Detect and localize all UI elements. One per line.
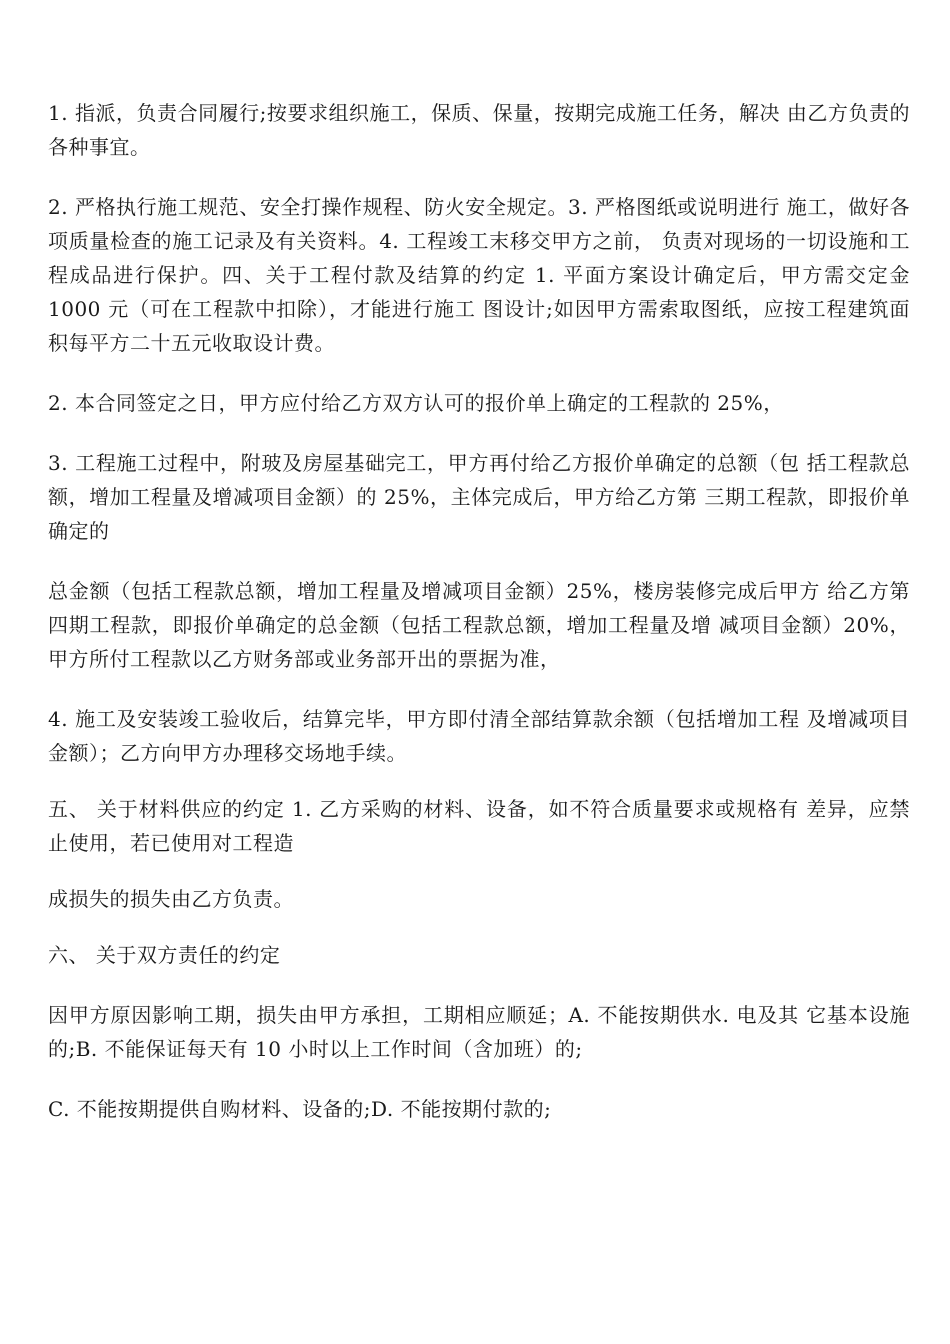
paragraph-second-payment: 3. 工程施工过程中，附玻及房屋基础完工，甲方再付给乙方报价单确定的总额（包 括工程款总额，增加工程量及增减项目金额）的 25%，主体完成后，甲方给乙方第 三期工程款，即报价单确定的	[48, 451, 910, 543]
document-page	[48, 96, 910, 1126]
paragraph-contractor-duties: 1. 指派，负责合同履行;按要求组织施工，保质、保量，按期完成施工任务，解决 由乙方负责的各种事宜。	[48, 101, 910, 159]
paragraph-materials-supply: 五、 关于材料供应的约定 1. 乙方采购的材料、设备，如不符合质量要求或规格有 差异，应禁止使用，若已使用对工程造	[48, 797, 910, 855]
paragraph-final-settlement: 4. 施工及安装竣工验收后，结算完毕，甲方即付清全部结算款余额（包括增加工程 及增减项目金额）；乙方向甲方办理移交场地手续。	[48, 707, 910, 765]
paragraph-construction-rules: 2. 严格执行施工规范、安全打操作规程、防火安全规定。3. 严格图纸或说明进行 施工，做好各项质量检查的施工记录及有关资料。4. 工程竣工末移交甲方之前， 负责对现场的一切设施和工程成品进行保护。四、关于工程付款及结算的约定 1. 平面方案设计确定后，甲方需交定金 1000 元（可在工程款中扣除），才能进行施工 图设计;如因甲方需索取图纸，应按工程建筑面积每平方二十五元收取设计费。	[48, 195, 910, 355]
paragraph-fourth-payment: 总金额（包括工程款总额，增加工程量及增减项目金额）25%，楼房装修完成后甲方 给乙方第四期工程款，即报价单确定的总金额（包括工程款总额，增加工程量及增 减项目金额）20%，甲方所付工程款以乙方财务部或业务部开出的票据为准，	[48, 579, 910, 671]
paragraph-delay-causes: 因甲方原因影响工期，损失由甲方承担，工期相应顺延；A. 不能按期供水. 电及其 它基本设施的;B. 不能保证每天有 10 小时以上工作时间（含加班）的;	[48, 1003, 910, 1061]
section-heading-responsibilities: 六、 关于双方责任的约定	[48, 943, 281, 967]
paragraph-delay-causes-continued: C. 不能按期提供自购材料、设备的;D. 不能按期付款的;	[48, 1097, 552, 1121]
paragraph-first-payment: 2. 本合同签定之日，甲方应付给乙方双方认可的报价单上确定的工程款的 25%，	[48, 391, 784, 415]
paragraph-materials-loss: 成损失的损失由乙方负责。	[48, 887, 294, 911]
